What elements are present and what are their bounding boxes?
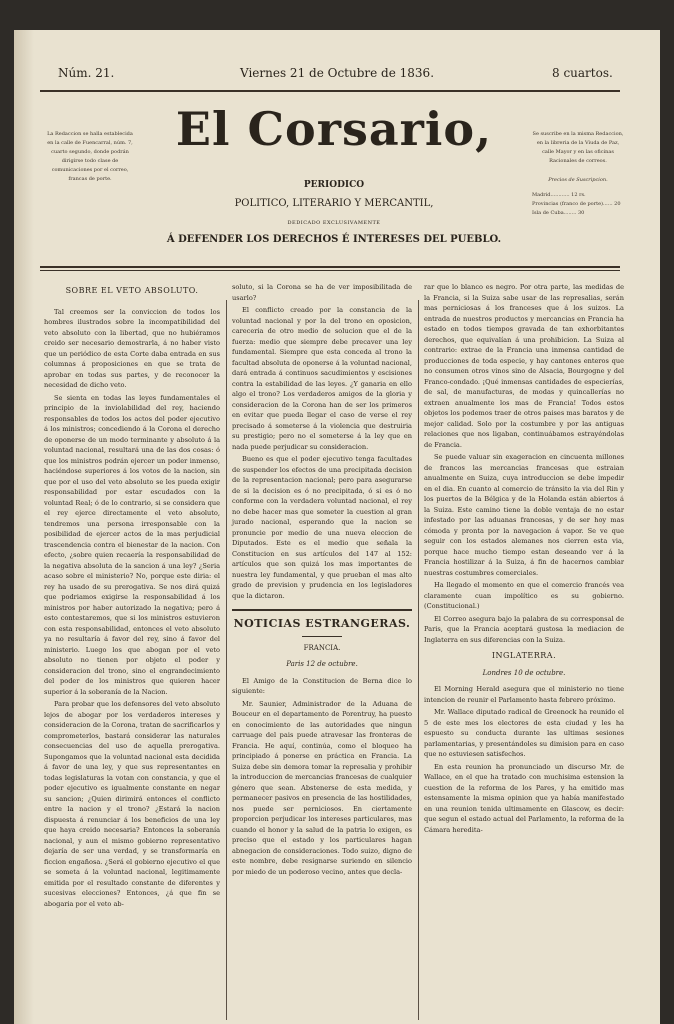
editorial-address-box: La Redaccion se halla establecida en la calle de Fuencarral, núm. 7, cuarto segundo, donde podrán dirigirse todo clase de comunicaciones por el correo, francas de porte. (47, 131, 133, 182)
article-paragraph: El conflicto creado por la constancia de la voluntad nacional y por la del trono en oposicion, careceria de otro medio de solucion que el de la fuerza: medio que siempre debe precaver una ley fundamental. Siempre que esta conceda al trono la facultad absoluta de oponerse á la voluntad nacional, dará entrada á continuos sacudimientos y escisiones contra la estabilidad de las leyes. ¿Y ganaria en ello algo el trono? Los verdaderos amigos de la gloria y consideracion de la Corona han de ser los primeros en evitar que pueda llegar el caso de verse el rey precisado á someterse á la violencia que destruiria su prestigio; pero no el someterse á la ley que en nada puede perjudicar su consideracion. (232, 306, 412, 451)
news-paragraph: rar que lo blanco es negro. Por otra parte, las medidas de la Francia, si la Suiza sabe usar de las represalias, serán mas perniciosas á los franceses que á los suizos. La entrada de nuestros productos y mercancias en Francia ha estado en todos tiempos gravada de tan exhorbitantes derechos, que equivalían á una prohibicion. La Suiza al contrario: extrae de la Francia una inmensa cantidad de producciones de toda especie, y hay cantones enteros que no consumen otros vinos sino de Alsacia, Bourgogne y del Franco-condado. ¡Qué inmensas cantidades de especierías, de sal, de manufacturas, de modas y quincallerías no extraen anualmente los mas de Francia! Todos estos objetos los podemos traer de otros paises mas baratos y de mejor calidad. Solo por la costumbre y por las antiguas relaciones que nos ligaban, continuábamos estrayéndolas de Francia. (424, 283, 624, 449)
news-paragraph: Se puede valuar sin exageracion en cincuenta millones de francos las mercancias francesas que estraian anualmente en Suiza, cuya introduccion se debe impedir en el dia. En cuanto al comercio de tránsito la via del Rin y los puertos de la Bélgica y de la Holanda están abiertos á la Suiza. Este camino tiene la doble ventaja de no estar infestado por las aduanas francesas, y de ser hoy mas cómoda y pronta por la navegacion á vapor. Se ve que seguir con los estados alemanes nos cierren esta via, porque hace mucho tiempo estan deseando ver á la Francia hostilizar á la Suiza, á fin de hacernos cambiar nuestras costumbres comerciales. (424, 453, 624, 577)
country-heading: FRANCIA. (303, 643, 341, 652)
article-paragraph: Tal creemos ser la conviccion de todos los hombres ilustrados sobre la incompatibilidad del veto absoluto con la libertad, que no hubiéramos creido ser necesario demostrarla, á no haber visto que un periódico de esta Corte daba entrada en sus columnas á proposiciones en que se trata de aprobar en todas sus partes, y de reconocer la necesidad de dicho veto. (44, 307, 220, 389)
price-provincias: Provincias (franco de porte)...... 20 (532, 201, 621, 207)
section-rule (232, 609, 412, 611)
prices-title: Precios de Suscripcion. (548, 177, 608, 183)
masthead-dedication: DEDICADO EXCLUSIVAMENTE (287, 220, 381, 226)
news-paragraph: Mr. Saunier, Administrador de la Aduana de Bouceur en el departamento de Porentruy, ha puesto en conocimiento de las autoridades que ningun carruage del pais puede atravesar las fronteras de Francia. He aquí, continúa, como el bloqueo ha principiado á ponerse en práctica en Francia. La Suiza debe sin demora tomar la represalia y prohibir la introduccion de mercancias francesas de cualquier género que sean. Abstenerse de esta medida, y permanecer pasivos en presencia de las hostilidades, nos puede ser perniciosos. En ciertamente proporcion perjudicar los intereses particulares, mas cuando el honor y la salud de la patria lo exigen, es preciso que el estado y los particulares hagan abnegacion de consideraciones. Todo suizo, digno de este nombre, debe resignarse suriendo en silencio por miedo de un poderoso vecino, antes que decla- (232, 699, 412, 876)
dateline: Paris 12 de octubre. (286, 660, 358, 668)
column-divider-2 (418, 300, 419, 1020)
news-paragraph: En esta reunion ha pronunciado un discurso Mr. de Wallace, en el que ha tratado con muchisima estension la cuestion de la reforma de los Pares, y ha emitido mas estensamente la misma opinion que ya había manifestado en una reunion tenida ultimamente en Glascow, es decir: que segun el estado actual del Parlamento, la reforma de la Cámara heredita- (424, 762, 624, 834)
article-paragraph: Bueno es que el poder ejecutivo tenga facultades de suspender los efectos de una precipitada decision de la representacion nacional; pero para asegurarse de si la decision es ó no precipitada, ó si es ó no conforme con la verdadera voluntad nacional, el rey no debe hacer mas que someter la cuestion al gran jurado nacional, esperando que la nacion se pronuncie por medio de una nueva eleccion de Diputados. Este es el medio que señala la Constitucion en sus artículos del 147 al 152: artículos que son quizá los mas importantes de nuestra ley fundamental, y que prueban el mas alto grado de prevision y prudencia en los legisladores que la dictaron. (232, 455, 412, 600)
column-divider-1 (226, 300, 227, 1020)
price-madrid: Madrid............ 12 rs. (532, 192, 586, 198)
news-paragraph: El Morning Herald asegura que el ministerio no tiene intencion de reunir el Parlamento hasta febrero próximo. (424, 685, 624, 704)
masthead-bottom-rule (40, 266, 620, 268)
issue-date: Viernes 21 de Octubre de 1836. (240, 66, 435, 80)
article-paragraph: Para probar que los defensores del veto absoluto lejos de abogar por los verdaderos intereses y consideracion de la Corona, tratan de sacrificarlos y comprometerlos, bastará considerar las naturales consecuencias del uso de aquella prerogativa. Supongamos que la voluntad nacional esta decidida á favor de una ley, y que sus representantes en todas legislaturas la votan con constancia, y que el poder ejecutivo es igualmente constante en negar su sancion; ¿Quien dirimirá entonces el conflicto entre la nacion y el trono? ¿Estará la nacion dispuesta á renunciar á los beneficios de una ley que haya creido necesaria? Entonces la soberanía nacional, y aun el mismo gobierno representativo dejaría de ser una verdad, y se transformaría en ficcion engañosa. ¿Será el gobierno ejecutivo el que se someta á la voluntad nacional, legitimamente emitida por el resultado constante de diferentes y sucesivas elecciones? Entonces, ¿á que fin se abogaria por el veto ab- (44, 700, 220, 908)
news-paragraph: Mr. Wallace diputado radical de Greenock ha reunido el 5 de este mes los electores de esta ciudad y les ha espuesto su conducta durante las ultimas sesiones parlamentarias, y presentándoles su dimision para en caso que no estuviesen satisfechos. (424, 708, 624, 758)
dateline: Londres 10 de octubre. (482, 668, 566, 677)
subscription-box (532, 130, 624, 218)
article-veto-absoluto (44, 282, 220, 911)
section-ornament (302, 636, 342, 637)
article-paragraph: soluto, si la Corona se ha de ver imposibilitada de usarlo? (232, 283, 412, 302)
masthead-description: POLITICO, LITERARIO Y MERCANTIL, (234, 198, 434, 209)
news-paragraph: El Amigo de la Constitucion de Berna dice lo siguiente: (232, 676, 412, 695)
newspaper-page (14, 30, 660, 1024)
page-gutter (14, 30, 34, 1024)
price-ultramar: Isla de Cuba........ 30 (532, 210, 585, 216)
article-title: SOBRE EL VETO ABSOLUTO. (65, 286, 199, 295)
masthead-title: El Corsario, (175, 102, 493, 156)
country-heading: INGLATERRA. (491, 651, 557, 660)
issue-price: 8 cuartos. (552, 66, 613, 80)
masthead-motto: Á DEFENDER LOS DERECHOS É INTERESES DEL PUEBLO. (166, 234, 502, 245)
masthead-bottom-rule-2 (40, 270, 620, 271)
column-two (232, 282, 412, 879)
issue-number: Núm. 21. (58, 66, 115, 80)
header-rule (40, 90, 620, 92)
section-title: NOTICIAS ESTRANGERAS. (233, 617, 411, 630)
masthead-subtitle: PERIODICO (303, 180, 365, 190)
subscription-note: Se suscribe en la misma Redaccion, en la libreria de la Viuda de Paz, calle Mayor y en las oficinas Racionales de correos. (532, 131, 624, 164)
article-paragraph: Se sienta en todas las leyes fundamentales el principio de la inviolabilidad del rey, haciendo responsables de todos los actos del poder ejecutivo á los ministros; concediendo á la Corona el derecho de oponerse de un modo terminante y absoluto á la voluntad nacional, resultará una de las dos cosas: ó que los ministros podrán ejercer un poder inmenso, haciéndose superiores á los votos de la nacion, sin que por el uso del veto absoluto se les pueda exigir responsabilidad por estar escudados con la voluntad Real; ó de lo contrario, si se considera que el rey ejerce directamente el veto absoluto, tendremos una persona irresponsable con la posibilidad de ejercer actos de la mas perjudicial trascendencia contra el bienestar de la nacion. Con efecto, ¿sobre quien recaería la responsabilidad de la negativa absoluta de la sancion á una ley? ¿Seria acaso sobre el ministerio? No, porque este diria: el rey ha usado de su prerogativa. Se nos dirá quizá que podriamos exigirse la responsabilidad á los ministros por haber autorizado la negativa; pero á esto contestaremos, que si los ministros estuvieron con esta responsabilidad, entonces el veto absoluto ya no resultaría á favor del rey, sino á favor del ministerio. Luego los que abogan por el veto absoluto no tienen por objeto el poder y consideracion del trono, sino el engrandecimiento del poder de los ministros que quieren hacer superior á la soberanía de la Nacion. (44, 393, 220, 696)
news-paragraph: El Correo asegura bajo la palabra de su corresponsal de Paris, que la Francia aceptará gustosa la mediacion de Inglaterra en sus diferencias con la Suiza. (424, 614, 624, 644)
news-paragraph: Ha llegado el momento en que el comercio francés vea claramente cuan impolítico es su gobierno. (Constitucional.) (424, 581, 624, 610)
column-three (424, 282, 624, 837)
